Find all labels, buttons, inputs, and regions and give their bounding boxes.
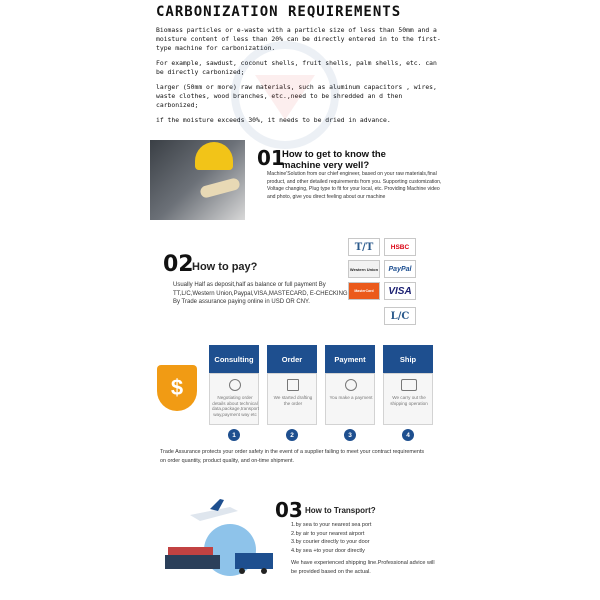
paypal-logo: PayPal: [384, 260, 416, 278]
hsbc-logo: HSBC: [384, 238, 416, 256]
list-item: 3.by courier directly to your door: [291, 539, 370, 546]
engineer-photo: [150, 140, 245, 220]
western-union-logo: Western Union: [348, 260, 380, 278]
blueprint-icon: [199, 177, 241, 199]
step-number-02: 02: [163, 252, 194, 277]
carbonization-section: [156, 4, 446, 125]
mastercard-logo: MasterCard: [348, 282, 380, 300]
helmet-icon: [195, 142, 233, 170]
payment-section: [160, 235, 420, 330]
step-ship: [383, 345, 433, 425]
list-item: 1.by sea to your nearest sea port: [291, 522, 372, 528]
step-payment: [325, 345, 375, 425]
transport-note: We have experienced shipping line.Professional advice will be provided based on the actual.: [291, 560, 435, 575]
step-number-03: 03: [275, 498, 303, 522]
carbonization-paragraph-2: For example, sawdust, coconut shells, fruit shells, palm shells, etc. can be directly carbonized;: [156, 59, 437, 76]
step-number-badge: 1: [228, 429, 240, 441]
transport-section: [160, 495, 440, 595]
carbonization-paragraph-3: larger (50mm or more) raw materials, such as aluminum capacitors , wires, waste clothes, wood branches, etc.,need to be shredded an d then carbonized;: [156, 83, 437, 109]
step-title: Payment: [325, 345, 375, 373]
step-number-badge: 3: [344, 429, 356, 441]
step-number-01: 01: [257, 146, 285, 170]
step-text: Negotiating order details about technical data,package,transport way,payment way etc: [212, 395, 259, 417]
yen-coin-icon: [345, 379, 357, 391]
lc-logo: L/C: [384, 307, 416, 325]
tt-logo: T/T: [348, 238, 380, 256]
list-item: 2.by air to your nearest airport: [291, 530, 365, 537]
truck-icon: [401, 379, 417, 391]
step-number-badge: 2: [286, 429, 298, 441]
carbonization-title: CARBONIZATION REQUIREMENTS: [156, 4, 402, 20]
step-text: We carry out the shipping operation: [390, 395, 428, 406]
transport-list: [291, 521, 441, 577]
payment-description: Usually Half as deposit,half as balance or full payment By TT,L/C,Western Union,Paypal,VISA,MASTECARD, E-CHECKING By Trade assurance paying online in USD OR CNY.: [173, 282, 348, 306]
transport-heading: How to Transport?: [305, 506, 376, 515]
step-consulting: [209, 345, 259, 425]
step-order: [267, 345, 317, 425]
document-icon: [287, 379, 299, 391]
step-text: You make a payment: [329, 395, 373, 400]
carbonization-paragraph-4: if the moisture exceeds 30%, it needs to be dried in advance.: [156, 116, 391, 124]
machine-knowledge-description: Machine'Solution from our chief engineer, based on your raw materials,final product, and other detailed requirements from you. Supporting customization, Voltage changing, Plug type to fit for your local, etc. Providing Machine video and photo, give you direct feeling about our machine: [267, 171, 442, 200]
visa-logo: VISA: [384, 282, 416, 300]
step-text: We started drafting the order: [273, 395, 313, 406]
list-item: 4.by sea +to your door directly: [291, 547, 365, 554]
trade-assurance-shield-icon: $: [157, 365, 197, 411]
transport-illustration: [160, 495, 280, 590]
step-title: Consulting: [209, 345, 259, 373]
machine-knowledge-section: [150, 140, 450, 220]
trade-process-section: [155, 345, 445, 470]
machine-knowledge-heading: How to get to know the machine very well?: [282, 149, 386, 171]
step-number-badge: 4: [402, 429, 414, 441]
step-title: Order: [267, 345, 317, 373]
carbonization-paragraph-1: Biomass particles or e-waste with a particle size of less than 50mm and a moisture content of less than 20% can be directly entered in to the first-type machine for carbonization.: [156, 26, 441, 52]
search-icon: [229, 379, 241, 391]
step-title: Ship: [383, 345, 433, 373]
payment-heading: How to pay?: [192, 261, 258, 273]
trade-assurance-note: Trade Assurance protects your order safety in the event of a supplier failing to meet your contract requirements on order quantity, product quality, and on-time shipment.: [160, 449, 425, 464]
